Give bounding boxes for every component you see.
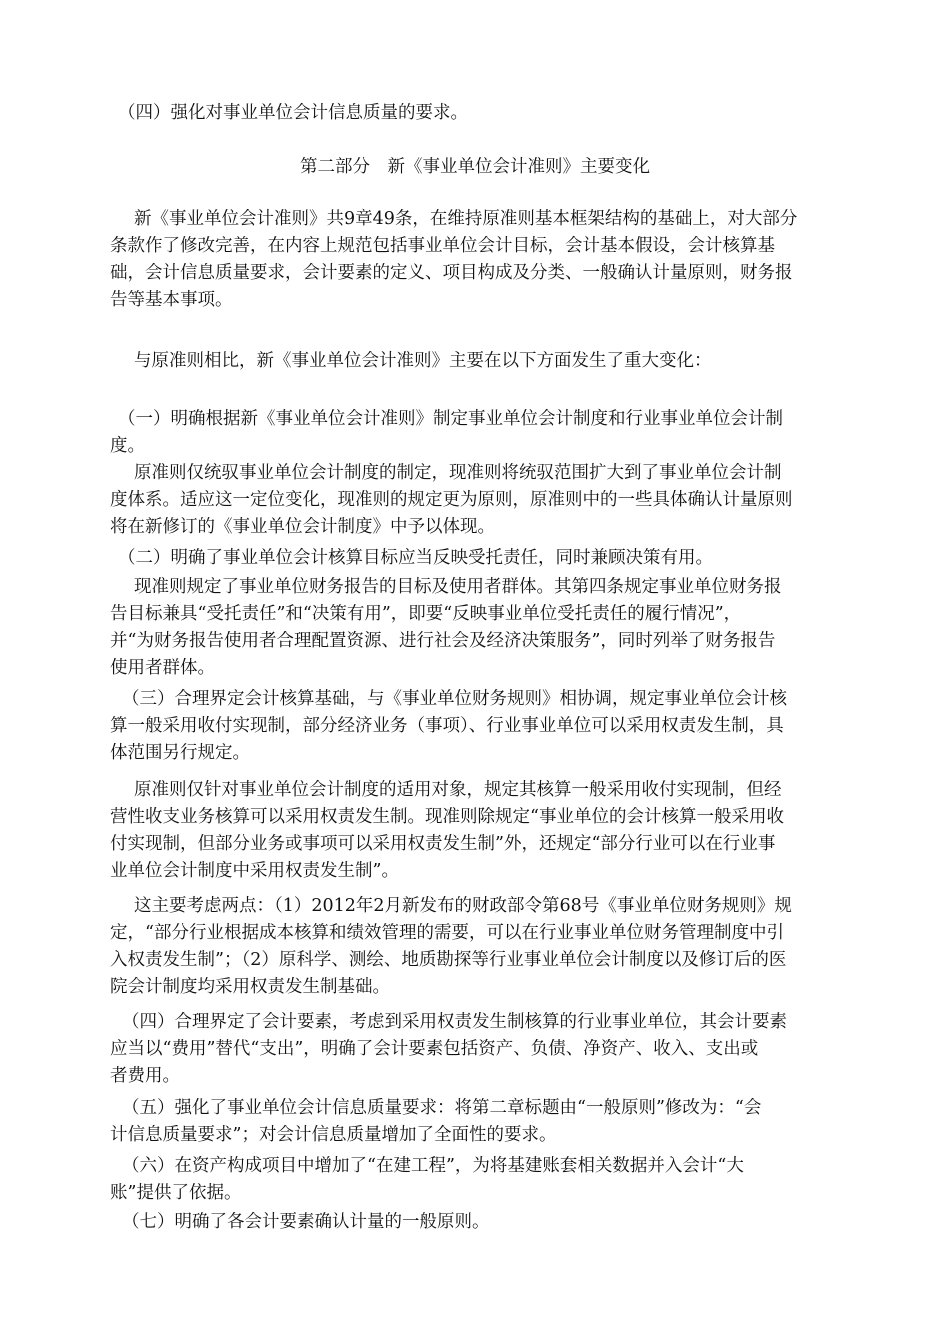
item-6: （六）在资产构成项目中增加了“在建工程”，为将基建账套相关数据并入会计“大 账”提供了依据。 bbox=[110, 1156, 744, 1203]
item-3-detail: 原准则仅针对事业单位会计制度的适用对象，规定其核算一般采用收付实现制，但经 营性收支业务核算可以采用权责发生制。现准则除规定“事业单位的会计核算一般采用收 付实现制，但部分业务或事项可以采用权责发生制”外，还规定“部分行业可以在行业事 业单位会计制度中采用权责发生制”。 bbox=[110, 780, 784, 881]
item-1-detail: 原准则仅统驭事业单位会计制度的制定，现准则将统驭范围扩大到了事业单位会计制 度体系。适应这一定位变化，现准则的规定更为原则，原准则中的一些具体确认计量原则 将在新修订的《事业单位会计制度》中予以体现。 bbox=[110, 463, 793, 537]
item-2: （二）明确了事业单位会计核算目标应当反映受托责任，同时兼顾决策有用。 bbox=[118, 548, 713, 568]
section-title: 第二部分 新《事业单位会计准则》主要变化 bbox=[300, 157, 650, 177]
item-2-detail: 现准则规定了事业单位财务报告的目标及使用者群体。其第四条规定事业单位财务报 告目标兼具“受托责任”和“决策有用”，即要“反映事业单位受托责任的履行情况”， 并“为财务报告使用者合理配置资源、进行社会及经济决策服务”，同时列举了财务报告 使用者群体。 bbox=[110, 577, 782, 678]
item-1: （一）明确根据新《事业单位会计准则》制定事业单位会计制度和行业事业单位会计制 度。 bbox=[110, 409, 783, 456]
paragraph-overview: 新《事业单位会计准则》共9章49条，在维持原准则基本框架结构的基础上，对大部分 条款作了修改完善，在内容上规范包括事业单位会计目标，会计基本假设，会计核算基 础，会计信息质量要求，会计要素的定义、项目构成及分类、一般确认计量原则，财务报 告等基本事项。 bbox=[110, 209, 798, 310]
paragraph-comparison: 与原准则相比，新《事业单位会计准则》主要在以下方面发生了重大变化： bbox=[134, 351, 712, 371]
item-3-reason: 这主要考虑两点：（1）2012年2月新发布的财政部令第68号《事业单位财务规则》规 定，“部分行业根据成本核算和绩效管理的需要，可以在行业事业单位财务管理制度中引 入权责发生制”；（2）原科学、测绘、地质勘探等行业事业单位会计制度以及修订后的医 院会计制度均采用权责发生制基础。 bbox=[110, 896, 792, 997]
intro-item: （四）强化对事业单位会计信息质量的要求。 bbox=[118, 103, 468, 123]
item-4: （四）合理界定了会计要素，考虑到采用权责发生制核算的行业事业单位，其会计要素 应当以“费用”替代“支出”，明确了会计要素包括资产、负债、净资产、收入、支出或 者费用。 bbox=[110, 1012, 787, 1086]
item-7: （七）明确了各会计要素确认计量的一般原则。 bbox=[122, 1212, 490, 1232]
item-5: （五）强化了事业单位会计信息质量要求：将第二章标题由“一般原则”修改为：“会 计信息质量要求”；对会计信息质量增加了全面性的要求。 bbox=[110, 1098, 762, 1145]
item-3: （三）合理界定会计核算基础，与《事业单位财务规则》相协调，规定事业单位会计核 算一般采用收付实现制，部分经济业务（事项）、行业事业单位可以采用权责发生制，具 体范围另行规定。 bbox=[110, 689, 787, 763]
